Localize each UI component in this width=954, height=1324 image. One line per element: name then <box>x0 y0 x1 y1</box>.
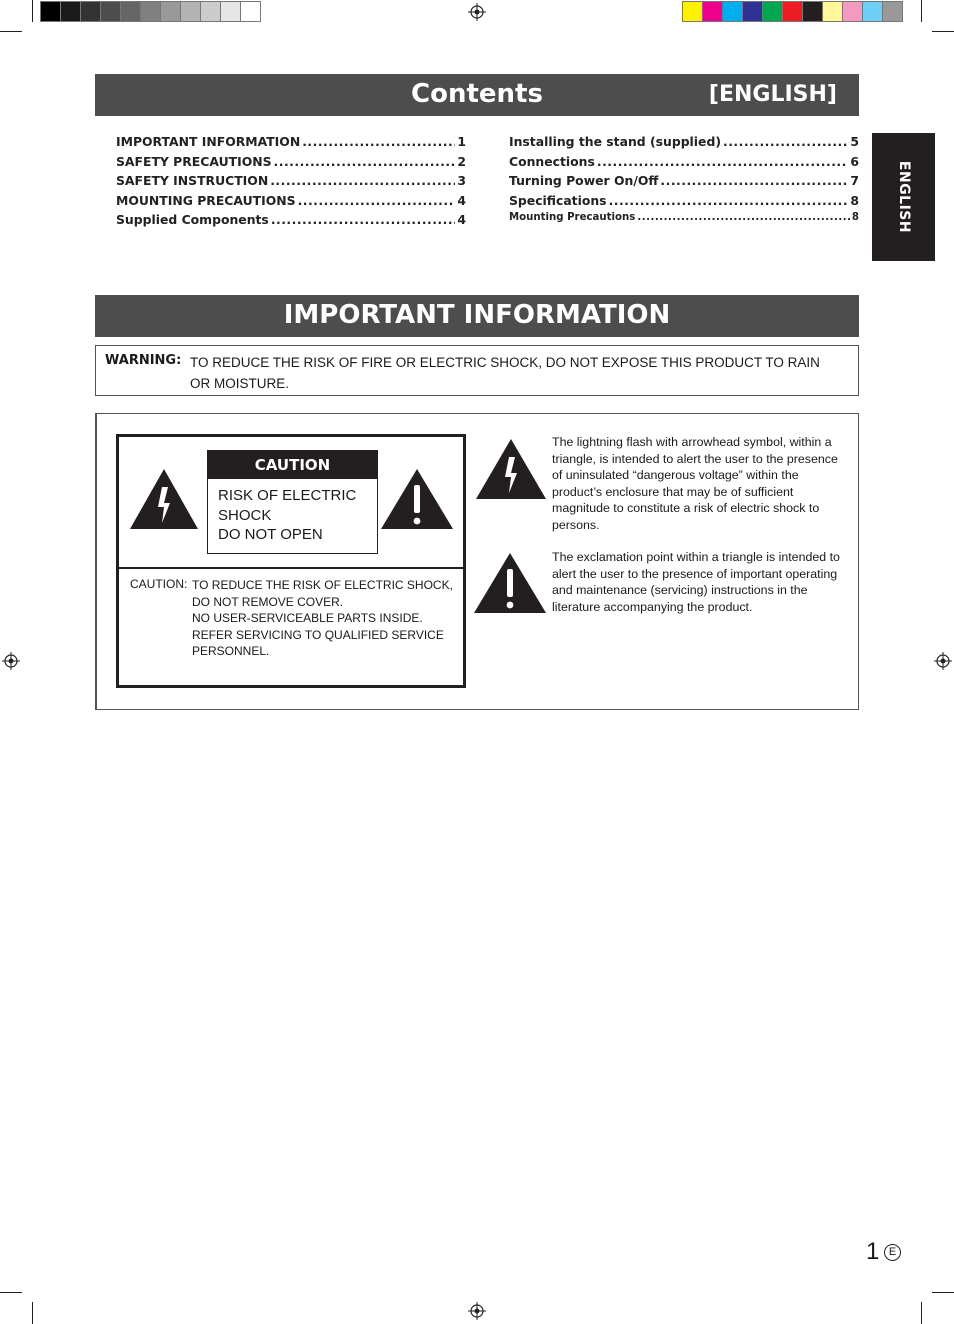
caution-label-line: RISK OF ELECTRIC SHOCK <box>218 487 357 524</box>
crop-mark <box>921 1302 922 1324</box>
toc-leader <box>723 134 848 149</box>
toc-leader <box>302 134 455 149</box>
toc-entry-page: 3 <box>457 173 466 189</box>
color-swatch <box>40 1 61 22</box>
lightning-warning-icon <box>128 467 200 531</box>
warning-text: TO REDUCE THE RISK OF FIRE OR ELECTRIC SHOCK, DO NOT EXPOSE THIS PRODUCT TO RAIN OR MOISTURE. <box>190 355 820 391</box>
color-swatch <box>140 1 161 22</box>
color-swatch <box>200 1 221 22</box>
caution-note-line: NO USER-SERVICEABLE PARTS INSIDE. <box>192 611 423 626</box>
toc-entry-page: 2 <box>457 153 466 169</box>
toc-right-column <box>509 134 859 232</box>
toc-entry-label: SAFETY PRECAUTIONS <box>116 153 272 169</box>
warning-label: WARNING: <box>105 353 182 368</box>
language-tag: [ENGLISH] <box>708 82 837 107</box>
caution-label-heading: CAUTION <box>208 451 377 479</box>
color-swatch <box>822 1 843 22</box>
color-swatch <box>180 1 201 22</box>
warning-box <box>95 345 859 396</box>
toc-entry[interactable] <box>509 193 859 213</box>
toc-entry[interactable] <box>116 154 466 174</box>
registration-mark-icon <box>468 3 486 21</box>
toc-entry-page: 4 <box>457 192 466 208</box>
toc-entry[interactable] <box>509 134 859 154</box>
color-swatch <box>240 1 261 22</box>
contents-title: Contents <box>411 79 543 109</box>
toc-leader <box>274 154 456 169</box>
color-swatch <box>802 1 823 22</box>
color-swatch <box>120 1 141 22</box>
page-language-letter: E <box>884 1244 901 1261</box>
color-swatch <box>80 1 101 22</box>
page-number: 1 <box>866 1238 880 1265</box>
color-swatch <box>862 1 883 22</box>
crop-mark <box>932 1292 954 1293</box>
toc-entry-page: 7 <box>850 173 859 189</box>
contents-header-bar <box>95 74 859 116</box>
registration-mark-icon <box>934 652 952 670</box>
toc-entry-label: Turning Power On/Off <box>509 173 659 189</box>
toc-entry-label: Specifications <box>509 192 607 208</box>
toc-entry-label: Supplied Components <box>116 212 269 228</box>
color-swatch <box>702 1 723 22</box>
color-swatch <box>882 1 903 22</box>
color-swatch <box>762 1 783 22</box>
color-swatch <box>842 1 863 22</box>
toc-leader <box>298 193 456 208</box>
caution-note-line: REFER SERVICING TO QUALIFIED SERVICE PERSONNEL. <box>192 627 444 659</box>
toc-entry[interactable] <box>116 193 466 213</box>
crop-mark <box>0 1292 22 1293</box>
color-swatch <box>682 1 703 22</box>
color-swatch <box>782 1 803 22</box>
toc-leader <box>637 212 850 223</box>
toc-entry-label: Connections <box>509 153 595 169</box>
language-side-tab-label: ENGLISH <box>895 160 912 234</box>
crop-mark <box>32 1302 33 1324</box>
caution-label-body <box>208 479 377 552</box>
toc-leader <box>270 173 455 188</box>
caution-panel-divider <box>119 567 463 569</box>
toc-entry-page: 4 <box>457 212 466 228</box>
color-swatch-strip <box>682 1 902 22</box>
toc-entry-label: MOUNTING PRECAUTIONS <box>116 192 296 208</box>
lightning-symbol-icon <box>474 437 548 501</box>
crop-mark <box>32 0 33 22</box>
crop-mark <box>0 31 22 32</box>
toc-entry-label: IMPORTANT INFORMATION <box>116 134 301 149</box>
toc-entry[interactable] <box>509 212 859 232</box>
toc-entry[interactable] <box>116 134 466 154</box>
exclamation-symbol-icon <box>472 551 548 615</box>
color-swatch <box>100 1 121 22</box>
toc-entry-page: 5 <box>850 134 859 149</box>
registration-mark-icon <box>468 1302 486 1320</box>
caution-note-line: TO REDUCE THE RISK OF ELECTRIC SHOCK, DO NOT REMOVE COVER. <box>192 578 453 609</box>
color-swatch <box>60 1 81 22</box>
color-swatch <box>742 1 763 22</box>
toc-entry-label: SAFETY INSTRUCTION <box>116 173 269 189</box>
toc-leader <box>271 212 456 227</box>
toc-leader <box>660 173 848 188</box>
caution-label-line: DO NOT OPEN <box>218 526 323 543</box>
color-swatch <box>220 1 241 22</box>
toc-entry-page: 8 <box>850 192 859 208</box>
crop-mark <box>932 31 954 32</box>
toc-entry[interactable] <box>509 154 859 174</box>
toc-leader <box>609 193 849 208</box>
exclamation-symbol-description: The exclamation point within a triangle is intended to alert the user to the presence of important operating and maintenance (servicing) instructions in the literature accompanying the product. <box>552 550 840 614</box>
toc-entry[interactable] <box>116 173 466 193</box>
caution-note-text <box>192 577 462 660</box>
color-swatch <box>722 1 743 22</box>
lightning-symbol-description: The lightning flash with arrowhead symbol, within a triangle, is intended to alert the user to the presence of uninsulated “dangerous voltage” within the product’s enclosure that may be of sufficient magnitude to constitute a risk of electric shock to persons. <box>552 435 838 532</box>
color-swatch <box>160 1 181 22</box>
caution-note-label: CAUTION: <box>130 577 188 591</box>
language-side-tab <box>872 133 935 261</box>
toc-entry[interactable] <box>509 173 859 193</box>
toc-entry-label: Mounting Precautions <box>509 212 636 224</box>
toc-entry-page: 1 <box>457 134 466 149</box>
safety-symbols-box <box>95 413 859 710</box>
toc-entry-label: Installing the stand (supplied) <box>509 134 721 149</box>
important-information-header-bar <box>95 295 859 337</box>
toc-entry-page: 8 <box>851 212 859 224</box>
caution-panel <box>116 434 466 688</box>
exclamation-warning-icon <box>379 467 455 531</box>
caution-label <box>207 450 378 554</box>
gray-swatch-strip <box>40 1 260 22</box>
toc-entry[interactable] <box>116 212 466 232</box>
toc-left-column <box>116 134 466 232</box>
registration-mark-icon <box>2 652 20 670</box>
important-information-title: IMPORTANT INFORMATION <box>283 300 671 330</box>
toc-entry-page: 6 <box>850 153 859 169</box>
toc-leader <box>597 154 848 169</box>
crop-mark <box>921 0 922 22</box>
